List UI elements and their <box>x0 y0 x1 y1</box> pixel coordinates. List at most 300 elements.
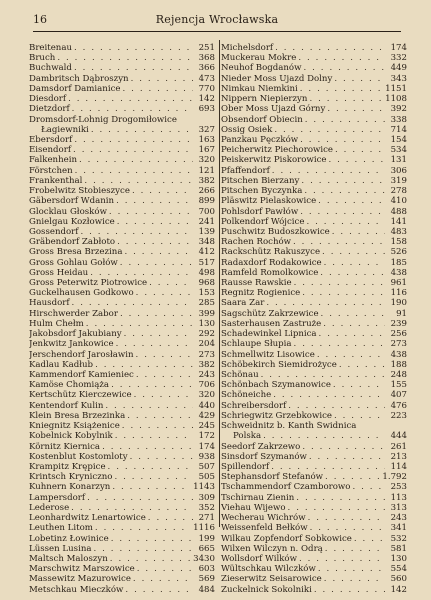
list-item <box>29 380 215 390</box>
place-name: Ramfeld Romolkowice <box>221 267 319 278</box>
dot-leader <box>123 84 194 94</box>
dot-leader <box>132 186 193 196</box>
dot-leader <box>112 482 191 492</box>
place-name: Stephansdorf Stefanów <box>221 472 324 483</box>
dot-leader <box>87 493 193 503</box>
dot-leader <box>95 360 193 370</box>
list-item <box>221 94 407 104</box>
population-number: 1.792 <box>382 472 407 483</box>
population-number: 153 <box>198 288 215 299</box>
population-number: 961 <box>390 278 407 289</box>
dot-leader <box>263 431 385 441</box>
list-item <box>221 360 407 370</box>
place-name: Buchwald <box>29 63 72 74</box>
dot-leader <box>57 53 193 63</box>
population-number: 285 <box>198 298 215 309</box>
list-item <box>29 166 215 176</box>
population-number: 142 <box>198 94 215 105</box>
place-name: Pläswitz Pielaskowice <box>221 196 317 207</box>
place-name: Eisendorf <box>29 145 72 156</box>
place-name: Guckelhausen Godkowo <box>29 288 134 299</box>
dot-leader <box>322 247 385 257</box>
dot-leader <box>108 462 193 472</box>
dot-leader <box>127 411 193 421</box>
place-name: Kertschütz Kierczewice <box>29 390 132 401</box>
place-name: Kammendorf Kamieniec <box>29 370 134 380</box>
population-number: 410 <box>390 196 407 207</box>
population-number: 185 <box>390 257 407 268</box>
place-name: Maltsch Maloszyn <box>29 553 108 564</box>
list-item <box>221 574 407 584</box>
population-number: 968 <box>198 278 215 289</box>
list-item <box>221 63 407 73</box>
dot-leader <box>75 166 193 176</box>
place-name: Rausse Rawskie <box>221 278 292 289</box>
list-item <box>221 442 407 452</box>
population-number: 130 <box>390 553 407 564</box>
list-item <box>29 534 215 544</box>
population-number: 440 <box>198 400 215 411</box>
place-name: Dambritsch Dąbroszyn <box>29 73 129 84</box>
population-number: 392 <box>390 104 407 115</box>
dot-leader <box>334 411 385 421</box>
place-name: Pohlsdorf Pawłów <box>221 206 299 217</box>
list-item <box>29 298 215 308</box>
place-name: Ossig Osiek <box>221 124 273 135</box>
place-name: Panzkau Pęczków <box>221 134 299 145</box>
dot-leader <box>354 534 385 544</box>
population-number: 306 <box>390 165 407 176</box>
place-name: Jakobsdorf Jakubiany <box>29 329 122 340</box>
population-number: 1151 <box>385 83 407 94</box>
dot-leader <box>116 339 193 349</box>
list-item <box>221 166 407 176</box>
population-number: 1116 <box>193 523 215 534</box>
population-number: 603 <box>198 564 215 575</box>
population-number: 251 <box>198 43 215 53</box>
population-number: 155 <box>390 380 407 391</box>
list-item <box>29 145 215 155</box>
dot-leader <box>117 217 193 227</box>
list-item <box>221 84 407 94</box>
place-name: Pitschen Bierzany <box>221 175 300 186</box>
list-item <box>221 298 407 308</box>
place-name: Polska <box>233 431 262 442</box>
place-name: Breitenau <box>29 43 72 53</box>
dot-leader <box>318 196 385 206</box>
list-item <box>221 104 407 114</box>
dot-leader <box>317 350 385 360</box>
list-item <box>29 523 215 533</box>
list-item <box>29 513 215 523</box>
place-name: Falkenhein <box>29 155 77 166</box>
place-name: Pitschen Byczynka <box>221 186 303 197</box>
dot-leader <box>136 350 193 360</box>
list-item <box>29 217 215 227</box>
list-item <box>221 544 407 554</box>
list-item <box>29 421 215 431</box>
place-name: Bruch <box>29 53 56 64</box>
dot-leader <box>339 360 385 370</box>
place-name: Michelsdorf <box>221 43 274 53</box>
list-item <box>29 442 215 452</box>
place-name: Körnitz Kiernica <box>29 441 101 452</box>
dot-leader <box>149 278 193 288</box>
population-number: 498 <box>198 267 215 278</box>
population-number: 190 <box>390 298 407 309</box>
population-number: 554 <box>390 564 407 575</box>
population-number: 243 <box>198 370 215 380</box>
list-item <box>29 411 215 421</box>
list-item <box>221 503 407 513</box>
population-number: 341 <box>390 523 407 534</box>
population-number: 154 <box>390 134 407 145</box>
list-item <box>29 360 215 370</box>
population-number: 517 <box>198 257 215 268</box>
dot-leader <box>130 452 193 462</box>
population-number: 693 <box>198 104 215 115</box>
population-number: 113 <box>390 492 407 503</box>
dot-leader <box>122 421 193 431</box>
place-name: Metschkau Mieczków <box>29 584 124 595</box>
population-number: 174 <box>198 441 215 452</box>
dot-leader <box>309 94 383 104</box>
place-name: Nieder Moss Ujazd Dolny <box>221 73 333 84</box>
population-number: 665 <box>198 543 215 554</box>
list-item <box>29 278 215 288</box>
list-item <box>221 564 407 574</box>
list-item <box>29 462 215 472</box>
list-item <box>221 176 407 186</box>
list-item <box>29 350 215 360</box>
dot-leader <box>332 227 385 237</box>
place-name: Gossendorf <box>29 226 79 237</box>
dot-leader <box>300 84 383 94</box>
list-item <box>29 554 215 564</box>
list-item <box>221 431 407 441</box>
list-item <box>221 329 407 339</box>
place-name: Gross Heidau <box>29 267 89 278</box>
place-name: Neuhof Bogdanów <box>221 63 302 74</box>
population-number: 338 <box>390 114 407 125</box>
list-item <box>221 115 407 125</box>
list-item <box>221 493 407 503</box>
population-number: 131 <box>390 155 407 166</box>
list-item <box>29 493 215 503</box>
place-name: Schreibersdorf <box>221 400 287 411</box>
population-number: 429 <box>198 410 215 421</box>
population-number: 253 <box>390 482 407 493</box>
dot-leader <box>334 74 385 84</box>
place-name: Diesdorf <box>29 94 67 105</box>
population-number: 245 <box>198 421 215 432</box>
population-number: 476 <box>390 400 407 411</box>
place-name: Spillendorf <box>221 461 270 472</box>
list-item <box>29 196 215 206</box>
population-number: 116 <box>390 288 407 299</box>
list-item <box>29 401 215 411</box>
population-number: 139 <box>198 226 215 237</box>
place-name: Hausdorf <box>29 298 70 309</box>
place-name: Wilkau Zopfendorf Sobkowice <box>221 533 352 544</box>
population-number: 399 <box>198 308 215 319</box>
list-item <box>221 186 407 196</box>
list-item <box>29 84 215 94</box>
dot-leader <box>288 401 385 411</box>
population-number: 278 <box>390 186 407 197</box>
place-name: Jenkwitz Jankowice <box>29 339 114 350</box>
population-number: 382 <box>198 359 215 370</box>
dot-leader <box>324 574 385 584</box>
population-number: 532 <box>390 533 407 544</box>
dot-leader <box>308 513 385 523</box>
dot-leader <box>74 135 193 145</box>
dot-leader <box>300 207 385 217</box>
dot-leader <box>72 298 193 308</box>
dot-leader <box>302 442 385 452</box>
list-item <box>29 482 215 492</box>
list-item <box>221 472 407 482</box>
list-item <box>29 585 215 595</box>
place-name: Kadlau Kadłub <box>29 359 94 370</box>
place-name: Puschwitz Budoszkowice <box>221 226 330 237</box>
list-item <box>221 339 407 349</box>
list-item <box>29 329 215 339</box>
dot-leader <box>125 585 193 595</box>
population-number: 158 <box>390 237 407 248</box>
dot-leader <box>323 319 385 329</box>
list-item <box>221 247 407 257</box>
population-number: 167 <box>198 145 215 156</box>
dot-leader <box>306 217 385 227</box>
dot-leader <box>110 554 191 564</box>
list-item <box>221 401 407 411</box>
list-item <box>29 186 215 196</box>
population-number: 534 <box>390 145 407 156</box>
population-number: 700 <box>198 206 215 217</box>
place-name: Pfaffendorf <box>221 165 270 176</box>
place-name: Schriegwitz Grzebkowice <box>221 410 332 421</box>
population-number: 91 <box>396 308 407 319</box>
place-name: Tschammendorf Czamborowo <box>221 482 351 493</box>
list-item <box>29 104 215 114</box>
population-number: 188 <box>390 359 407 370</box>
dot-leader <box>300 135 385 145</box>
place-name: Damsdorf Damianice <box>29 83 121 94</box>
place-name: Kamöse Chomiąża <box>29 380 110 391</box>
place-name: Frobelwitz Stobieszyce <box>29 186 130 197</box>
population-number: 352 <box>198 502 215 513</box>
list-item <box>29 574 215 584</box>
page-number: 16 <box>33 13 47 26</box>
place-name: Leuthen Litom <box>29 523 93 534</box>
population-number: 407 <box>390 390 407 401</box>
dot-leader <box>274 125 385 135</box>
place-name: Wecherau Wichrów <box>221 513 306 524</box>
place-name: Gross Peterwitz Piotrowice <box>29 278 148 289</box>
list-item <box>29 319 215 329</box>
dot-leader <box>80 227 193 237</box>
dot-leader <box>137 564 193 574</box>
list-item <box>29 155 215 165</box>
population-number: 938 <box>198 451 215 462</box>
population-number: 239 <box>390 318 407 329</box>
population-number: 412 <box>198 247 215 258</box>
dot-leader <box>272 166 385 176</box>
dot-leader <box>68 94 193 104</box>
dot-leader <box>318 564 385 574</box>
dot-leader <box>111 380 193 390</box>
population-number: 141 <box>390 216 407 227</box>
dot-leader <box>93 544 193 554</box>
place-name: Polkendorf Wójcice <box>221 216 305 227</box>
dot-leader <box>90 268 193 278</box>
dot-leader <box>303 63 385 73</box>
list-item <box>221 43 407 53</box>
dot-leader <box>117 237 193 247</box>
list-item <box>221 462 407 472</box>
dot-leader <box>74 43 193 53</box>
population-number: 172 <box>198 431 215 442</box>
dot-leader <box>294 339 385 349</box>
list-item <box>221 350 407 360</box>
place-name: Weissenfeld Bełków <box>221 523 308 534</box>
population-number: 484 <box>198 584 215 595</box>
place-name: Sagschütz Zakrzewice <box>221 308 319 319</box>
dot-leader <box>310 523 385 533</box>
list-item <box>221 217 407 227</box>
dot-leader <box>115 431 193 441</box>
dot-leader <box>325 472 380 482</box>
place-name: Peicherwitz Piechorowice <box>221 145 334 156</box>
population-number: 899 <box>198 196 215 207</box>
list-item <box>221 288 407 298</box>
list-item <box>221 554 407 564</box>
dot-leader <box>321 309 385 319</box>
dot-leader <box>261 370 385 380</box>
population-number: 438 <box>390 267 407 278</box>
dot-leader <box>309 452 385 462</box>
place-name: Kuhnern Konarzyn <box>29 482 111 493</box>
place-name: Hulm Chełm <box>29 318 84 329</box>
list-item <box>29 53 215 63</box>
population-number: 121 <box>198 165 215 176</box>
place-name: Ebersdorf <box>29 134 73 145</box>
population-number: 706 <box>198 380 215 391</box>
population-number: 320 <box>198 390 215 401</box>
place-name: Schweidnitz b. Kanth Świdnica <box>221 421 357 432</box>
dot-leader <box>109 207 193 217</box>
list-item <box>221 53 407 63</box>
dot-leader <box>327 104 385 114</box>
dot-leader <box>91 125 193 135</box>
dot-leader <box>301 176 385 186</box>
population-number: 449 <box>390 63 407 74</box>
place-name: Schönau <box>221 370 259 380</box>
population-number: 327 <box>198 124 215 135</box>
list-item <box>221 380 407 390</box>
dot-leader <box>335 145 385 155</box>
list-item <box>29 63 215 73</box>
population-number: 366 <box>198 63 215 74</box>
population-number: 199 <box>198 533 215 544</box>
list-item <box>29 74 215 84</box>
dot-leader <box>288 503 385 513</box>
dot-leader <box>328 155 385 165</box>
list-item <box>29 207 215 217</box>
population-number: 3430 <box>193 553 215 564</box>
place-name: Seedorf Zakrzewo <box>221 441 301 452</box>
place-name: Muckerau Mokre <box>221 53 297 64</box>
list-item <box>29 472 215 482</box>
list-item <box>29 237 215 247</box>
dot-leader <box>273 390 385 400</box>
population-number: 174 <box>390 43 407 53</box>
place-name: Lobetinz Łowinice <box>29 533 109 544</box>
place-name: Lüssen Lusina <box>29 543 92 554</box>
dot-leader <box>305 115 385 125</box>
place-name: Krintsch Kryniczno <box>29 472 113 483</box>
place-name: Massewitz Mazurowice <box>29 574 131 585</box>
population-number: 560 <box>390 574 407 585</box>
place-name: Glocklau Głosków <box>29 206 107 217</box>
place-name: Ober Moss Ujazd Górny <box>221 104 326 115</box>
place-name: Dromsdorf-Lohnig Drogomiłowice <box>29 114 177 125</box>
place-name: Radaxdorf Rodakowice <box>221 257 322 268</box>
dot-leader <box>95 523 191 533</box>
population-number: 273 <box>198 349 215 360</box>
list-item <box>221 319 407 329</box>
population-number: 483 <box>390 226 407 237</box>
population-number: 248 <box>390 370 407 380</box>
population-number: 313 <box>390 502 407 513</box>
population-number: 714 <box>390 124 407 135</box>
place-name: Krampitz Krępice <box>29 461 106 472</box>
dot-leader <box>266 298 385 308</box>
list-item <box>221 268 407 278</box>
place-name: Schadewinkel Lipnica <box>221 329 317 340</box>
place-name: Regnitz Rogienice <box>221 288 301 299</box>
population-number: 343 <box>390 73 407 84</box>
population-number: 770 <box>198 83 215 94</box>
place-name: Jerschendorf Jarosławin <box>29 349 134 360</box>
place-name: Sinsdorf Szymanów <box>221 451 307 462</box>
list-item <box>29 390 215 400</box>
dot-leader <box>105 401 193 411</box>
dot-leader <box>304 186 385 196</box>
place-name: Marschwitz Marszowice <box>29 564 135 575</box>
list-item <box>29 309 215 319</box>
dot-leader <box>86 319 193 329</box>
place-name: Wilxen Wilczyn n. Odrą <box>221 543 323 554</box>
list-item <box>221 145 407 155</box>
dot-leader <box>293 237 385 247</box>
dot-leader <box>320 268 385 278</box>
place-name: Nippern Niepierzyn <box>221 94 308 105</box>
list-item <box>221 258 407 268</box>
list-item <box>29 564 215 574</box>
dot-leader <box>114 472 193 482</box>
population-number: 526 <box>390 247 407 258</box>
population-number: 163 <box>198 134 215 145</box>
header-rule <box>33 31 401 32</box>
left-column <box>29 43 215 595</box>
place-name: Gäbersdorf Wdanin <box>29 196 115 207</box>
place-name: Rackschütz Rakuszyce <box>221 247 321 258</box>
list-item <box>29 125 215 135</box>
list-item <box>29 288 215 298</box>
population-number: 204 <box>198 339 215 350</box>
